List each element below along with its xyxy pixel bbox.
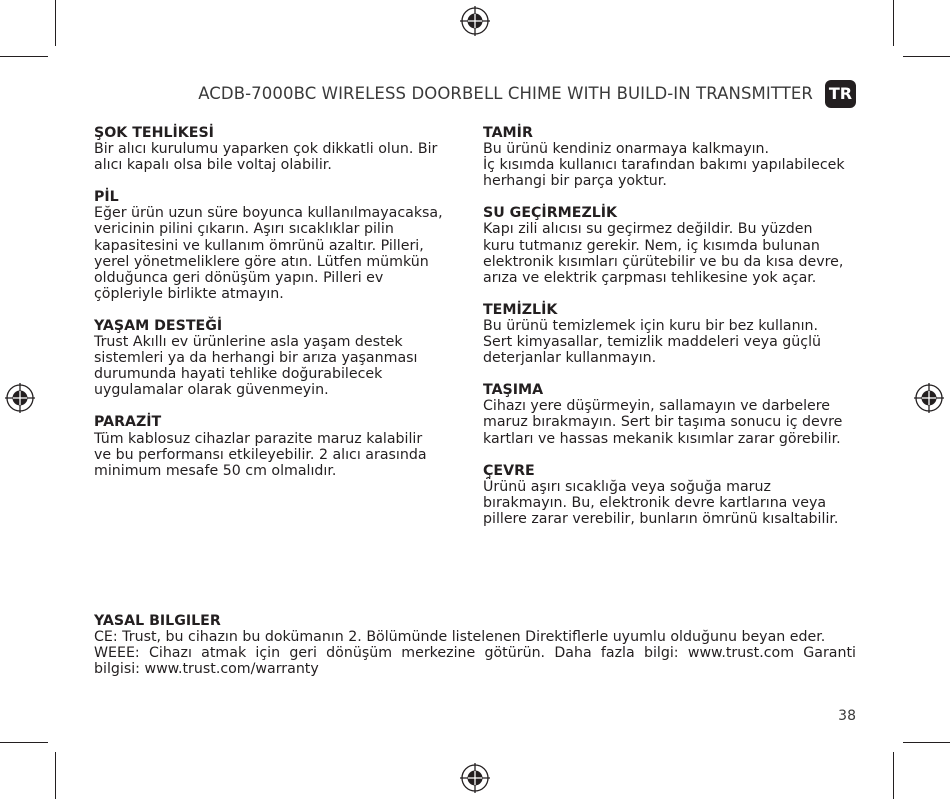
- crop-mark: [0, 56, 48, 57]
- section-title: TEMİZLİK: [483, 301, 558, 318]
- legal-title: YASAL BILGILER: [94, 613, 221, 629]
- section-title: TAMİR: [483, 125, 533, 141]
- section-repair: [483, 125, 863, 189]
- crop-mark: [55, 0, 56, 46]
- section-body: Tüm kablosuz cihazlar parazite maruz kalabilir ve bu performansı etkileyebilir. 2 alıcı arasında minimum mesafe 50 cm olmalıdır.: [94, 430, 427, 479]
- legal-line-warranty: bilgisi: www.trust.com/warranty: [94, 661, 319, 678]
- section-title: ÇEVRE: [483, 462, 535, 479]
- section-title: ŞOK TEHLİKESİ: [94, 125, 214, 141]
- section-waterproofing: [483, 205, 863, 285]
- section-body: Bu ürünü kendiniz onarmaya kalkmayın. İç kısımda kullanıcı tarafından bakımı yapılabilecek herhangi bir parça yoktur.: [483, 141, 845, 190]
- section-body: Bu ürünü temizlemek için kuru bir bez kullanın. Sert kimyasallar, temizlik maddeleri veya güçlü deterjanlar kullanmayın.: [483, 317, 821, 367]
- section-title: TAŞIMA: [483, 382, 544, 399]
- legal-line-ce: CE: Trust, bu cihazın bu dokümanın 2. Bölümünde listelenen Direktiflerle uyumlu olduğunu beyan eder.: [94, 629, 826, 646]
- section-environment: [483, 463, 863, 527]
- section-body: Trust Akıllı ev ürünlerine asla yaşam destek sistemleri ya da herhangi bir arıza yaşanması durumunda hayati tehlike doğurabilecek uygulamalar olarak güvenmeyin.: [94, 334, 418, 399]
- legal-line-weee: WEEE: Cihazı atmak için geri dönüşüm merkezine götürün. Daha fazla bilgi: www.trust.com Garanti: [94, 645, 856, 662]
- section-body: Bir alıcı kurulumu yaparken çok dikkatli olun. Bir alıcı kapalı olsa bile voltaj olabilir.: [94, 141, 438, 174]
- crop-mark: [893, 752, 894, 799]
- registration-mark-icon: [460, 6, 490, 36]
- registration-mark-icon: [914, 383, 944, 413]
- section-body: Ürünü aşırı sıcaklığa veya soğuğa maruz bırakmayın. Bu, elektronik devre kartlarına veya pillere zarar verebilir, bunların ömrünü kısaltabilir.: [483, 478, 839, 527]
- page-header-title: ACDB-7000BC WIRELESS DOORBELL CHIME WITH BUILD-IN TRANSMITTER: [198, 84, 813, 103]
- section-body: Cihazı yere düşürmeyin, sallamayın ve darbelere maruz bırakmayın. Sert bir taşıma sonucu iç devre kartları ve hassas mekanik kısımlar zarar görebilir.: [483, 398, 843, 447]
- section-life-support: [94, 318, 464, 398]
- crop-mark: [903, 742, 950, 743]
- crop-mark: [903, 56, 950, 57]
- section-body: Eğer ürün uzun süre boyunca kullanılmayacaksa, vericinin pilini çıkarın. Aşırı sıcaklıklar pilin kapasitesini ve kullanım ömrünü azaltır. Pilleri, yerel yönetmeliklere göre atın. Lütfen mümkün olduğunca geri dönüşüm yapın. Pilleri ev çöpleriyle birlikte atmayın.: [94, 205, 443, 302]
- section-title: SU GEÇİRMEZLİK: [483, 205, 618, 222]
- registration-mark-icon: [460, 763, 490, 793]
- section-shock-hazard: [94, 125, 464, 173]
- crop-mark: [893, 0, 894, 46]
- left-column: [94, 125, 464, 495]
- crop-mark: [55, 752, 56, 799]
- legal-section: [94, 613, 856, 677]
- registration-mark-icon: [5, 383, 35, 413]
- section-interference: [94, 414, 464, 478]
- section-body: Kapı zili alıcısı su geçirmez değildir. Bu yüzden kuru tutmanız gerekir. Nem, iç kısımda bulunan elektronik kısımları çürütebilir ve bu da kısa devre, arıza ve elektrik çarpması tehlikesine yok açar.: [483, 221, 844, 286]
- section-title: YAŞAM DESTEĞİ: [94, 317, 223, 334]
- section-title: PİL: [94, 189, 119, 206]
- section-handling: [483, 382, 863, 446]
- right-column: [483, 125, 863, 543]
- crop-mark: [0, 742, 48, 743]
- section-battery: [94, 189, 464, 302]
- language-badge: TR: [825, 80, 856, 108]
- page-number: 38: [838, 708, 856, 724]
- section-title: PARAZİT: [94, 414, 162, 431]
- section-cleaning: [483, 302, 863, 366]
